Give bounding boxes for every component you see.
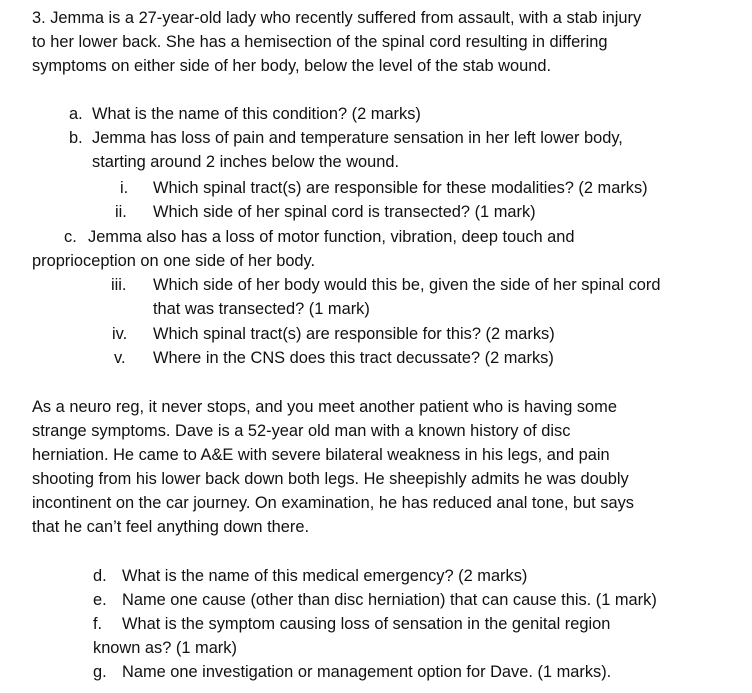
q3c-iii-line-2: that was transected? (1 mark)	[153, 300, 370, 318]
q3b-i-text: Which spinal tract(s) are responsible for these modalities? (2 marks)	[153, 179, 648, 197]
dave-para-line-1: As a neuro reg, it never stops, and you meet another patient who is having some	[32, 398, 617, 416]
qe-text: Name one cause (other than disc herniation) that can cause this. (1 mark)	[122, 591, 657, 609]
q3a-text: What is the name of this condition? (2 marks)	[92, 105, 421, 123]
dave-para-line-6: that he can’t feel anything down there.	[32, 518, 310, 536]
q3-intro-line-1: 3. Jemma is a 27-year-old lady who recently suffered from assault, with a stab injury	[32, 9, 642, 27]
q3a-label: a.	[69, 105, 83, 123]
q3-intro-line-3: symptoms on either side of her body, below the level of the stab wound.	[32, 57, 552, 75]
q3b-i-label: i.	[120, 179, 129, 197]
q3-intro-line-2: to her lower back. She has a hemisection of the spinal cord resulting in differing	[32, 33, 608, 51]
q3b-ii-text: Which side of her spinal cord is transected? (1 mark)	[153, 203, 536, 221]
qd-label: d.	[93, 567, 107, 585]
q3b-label: b.	[69, 129, 83, 147]
q3c-iii-line-1: Which side of her body would this be, given the side of her spinal cord	[153, 276, 661, 294]
qf-line-2: known as? (1 mark)	[93, 639, 237, 657]
q3c-iv-label: iv.	[112, 325, 128, 343]
qe-label: e.	[93, 591, 107, 609]
q3c-v-label: v.	[114, 349, 126, 367]
dave-para-line-5: incontinent on the car journey. On examination, he has reduced anal tone, but says	[32, 494, 634, 512]
q3c-iv-text: Which spinal tract(s) are responsible for this? (2 marks)	[153, 325, 555, 343]
dave-para-line-2: strange symptoms. Dave is a 52-year old man with a known history of disc	[32, 422, 571, 440]
q3c-v-text: Where in the CNS does this tract decussate? (2 marks)	[153, 349, 554, 367]
qd-text: What is the name of this medical emergency? (2 marks)	[122, 567, 528, 585]
q3c-iii-label: iii.	[111, 276, 127, 294]
q3b-line-1: Jemma has loss of pain and temperature sensation in her left lower body,	[92, 129, 623, 147]
qf-line-1: What is the symptom causing loss of sensation in the genital region	[122, 615, 611, 633]
q3b-ii-label: ii.	[115, 203, 127, 221]
q3c-line-1: Jemma also has a loss of motor function, vibration, deep touch and	[88, 228, 575, 246]
q3c-label: c.	[64, 228, 77, 246]
dave-para-line-3: herniation. He came to A&E with severe bilateral weakness in his legs, and pain	[32, 446, 610, 464]
qf-label: f.	[93, 615, 103, 633]
qg-label: g.	[93, 663, 107, 681]
q3b-line-2: starting around 2 inches below the wound.	[92, 153, 400, 171]
dave-para-line-4: shooting from his lower back down both legs. He sheepishly admits he was doubly	[32, 470, 629, 488]
q3c-line-2: proprioception on one side of her body.	[32, 252, 316, 270]
qg-text: Name one investigation or management option for Dave. (1 marks).	[122, 663, 612, 681]
